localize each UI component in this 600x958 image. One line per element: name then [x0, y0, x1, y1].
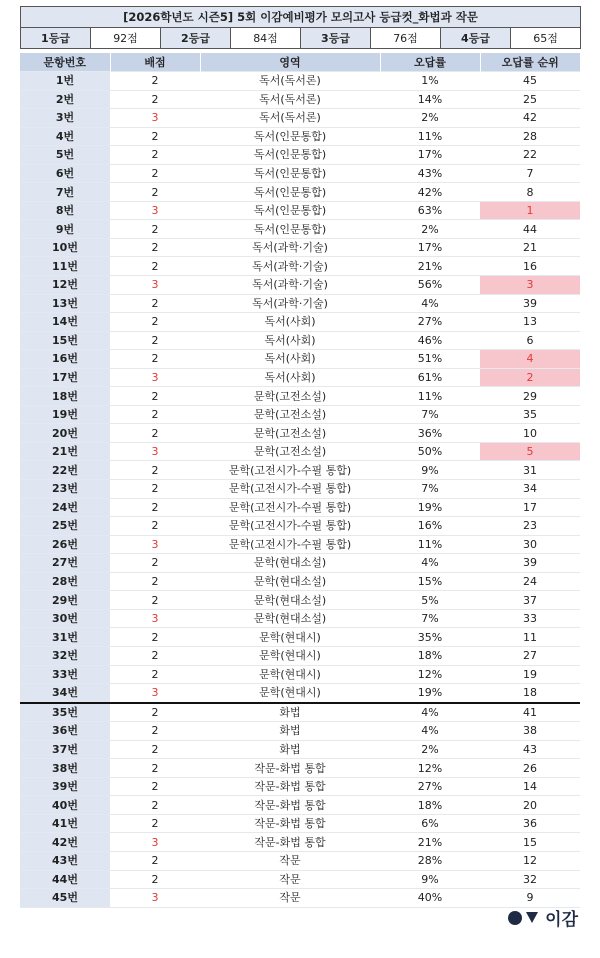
question-number-cell: 18번 — [20, 387, 110, 406]
points-cell: 2 — [151, 724, 159, 738]
error-rate-cell: 12% — [417, 761, 443, 775]
points-cell: 2 — [151, 333, 159, 347]
error-rate-cell: 27% — [417, 780, 443, 794]
area-cell: 독서(과학·기술) — [252, 278, 328, 292]
question-number-cell: 24번 — [20, 498, 110, 517]
question-number-cell: 45번 — [20, 889, 110, 908]
question-number-cell: 40번 — [20, 796, 110, 815]
area-cell: 문학(고전소설) — [253, 389, 327, 403]
table-row — [20, 628, 580, 647]
table-row — [20, 238, 580, 257]
error-rate-cell: 35% — [417, 630, 443, 644]
area-cell: 독서(사회) — [264, 315, 316, 329]
table-row — [20, 276, 580, 295]
points-cell: 3 — [151, 612, 159, 626]
error-rate-cell: 4% — [421, 705, 439, 719]
area-cell: 문학(고전시가-수필 통합) — [228, 482, 352, 496]
question-number-cell: 43번 — [20, 851, 110, 870]
question-number-cell: 29번 — [20, 591, 110, 610]
area-cell: 작문-화법 통합 — [254, 780, 326, 794]
error-rank-cell: 5 — [480, 442, 580, 461]
question-number-cell: 12번 — [20, 276, 110, 295]
area-cell: 문학(현대시) — [259, 667, 321, 681]
error-rate-cell: 56% — [417, 278, 443, 292]
question-number-cell: 14번 — [20, 313, 110, 332]
area-cell: 독서(과학·기술) — [252, 296, 328, 310]
area-cell: 문학(현대소설) — [253, 556, 327, 570]
error-rate-cell: 21% — [417, 259, 443, 273]
error-rank-cell: 12 — [523, 854, 537, 868]
points-cell: 3 — [151, 891, 159, 905]
points-cell: 3 — [151, 371, 159, 385]
error-rate-cell: 36% — [417, 426, 443, 440]
question-number-cell: 44번 — [20, 870, 110, 889]
table-row — [20, 442, 580, 461]
error-rank-cell: 33 — [523, 612, 537, 626]
error-rank-cell: 30 — [523, 537, 537, 551]
grade-4-score: 65점 — [511, 28, 581, 49]
error-rate-cell: 9% — [421, 463, 439, 477]
error-rate-cell: 2% — [421, 222, 439, 236]
question-table — [20, 53, 580, 908]
error-rank-cell: 28 — [523, 129, 537, 143]
error-rank-cell: 38 — [523, 724, 537, 738]
error-rank-cell: 14 — [523, 780, 537, 794]
question-number-cell: 28번 — [20, 572, 110, 591]
area-cell: 문학(고전시가-수필 통합) — [228, 500, 352, 514]
points-cell: 2 — [151, 259, 159, 273]
table-row — [20, 684, 580, 703]
question-number-cell: 30번 — [20, 609, 110, 628]
table-row — [20, 424, 580, 443]
table-body — [20, 72, 580, 908]
area-cell: 화법 — [279, 742, 301, 756]
area-cell: 문학(현대소설) — [253, 593, 327, 607]
error-rate-cell: 16% — [417, 519, 443, 533]
header-error-rank: 오답률 순위 — [480, 53, 580, 72]
points-cell: 2 — [151, 389, 159, 403]
error-rank-cell: 24 — [523, 575, 537, 589]
area-cell: 독서(독서론) — [259, 111, 321, 125]
error-rank-cell: 27 — [523, 649, 537, 663]
error-rate-cell: 21% — [417, 835, 443, 849]
area-cell: 문학(고전시가-수필 통합) — [228, 519, 352, 533]
error-rate-cell: 7% — [421, 408, 439, 422]
area-cell: 독서(인문통합) — [253, 148, 327, 162]
question-number-cell: 22번 — [20, 461, 110, 480]
table-row — [20, 777, 580, 796]
error-rate-cell: 50% — [417, 445, 443, 459]
table-row — [20, 313, 580, 332]
error-rate-cell: 6% — [421, 817, 439, 831]
points-cell: 3 — [151, 204, 159, 218]
area-cell: 독서(과학·기술) — [252, 259, 328, 273]
error-rank-cell: 45 — [523, 74, 537, 88]
points-cell: 2 — [151, 780, 159, 794]
table-row — [20, 461, 580, 480]
table-row — [20, 480, 580, 499]
error-rate-cell: 4% — [421, 556, 439, 570]
area-cell: 독서(독서론) — [259, 74, 321, 88]
area-cell: 문학(고전시가-수필 통합) — [228, 537, 352, 551]
table-row — [20, 331, 580, 350]
table-row — [20, 740, 580, 759]
error-rate-cell: 12% — [417, 667, 443, 681]
points-cell: 3 — [151, 111, 159, 125]
error-rank-cell: 10 — [523, 426, 537, 440]
error-rank-cell: 4 — [480, 350, 580, 369]
points-cell: 2 — [151, 92, 159, 106]
table-row — [20, 851, 580, 870]
error-rate-cell: 2% — [421, 111, 439, 125]
area-cell: 독서(과학·기술) — [252, 241, 328, 255]
area-cell: 문학(고전소설) — [253, 426, 327, 440]
area-cell: 독서(사회) — [264, 333, 316, 347]
error-rate-cell: 19% — [417, 500, 443, 514]
points-cell: 2 — [151, 352, 159, 366]
table-row — [20, 405, 580, 424]
error-rate-cell: 11% — [417, 389, 443, 403]
question-number-cell: 20번 — [20, 424, 110, 443]
error-rate-cell: 40% — [417, 891, 443, 905]
error-rank-cell: 23 — [523, 519, 537, 533]
table-row — [20, 722, 580, 741]
points-cell: 2 — [151, 74, 159, 88]
table-row — [20, 72, 580, 91]
area-cell: 문학(현대시) — [259, 649, 321, 663]
error-rate-cell: 5% — [421, 593, 439, 607]
logo-triangle-icon — [526, 912, 538, 923]
error-rank-cell: 1 — [480, 201, 580, 220]
grade-3-label: 3등급 — [301, 28, 371, 49]
table-row — [20, 833, 580, 852]
area-cell: 독서(인문통합) — [253, 222, 327, 236]
table-row — [20, 294, 580, 313]
error-rank-cell: 3 — [480, 276, 580, 295]
error-rank-cell: 44 — [523, 222, 537, 236]
area-cell: 화법 — [279, 724, 301, 738]
table-row — [20, 257, 580, 276]
question-number-cell: 2번 — [20, 90, 110, 109]
error-rate-cell: 28% — [417, 854, 443, 868]
points-cell: 2 — [151, 315, 159, 329]
points-cell: 2 — [151, 854, 159, 868]
error-rank-cell: 42 — [523, 111, 537, 125]
title-table — [20, 6, 581, 49]
question-number-cell: 42번 — [20, 833, 110, 852]
table-row — [20, 201, 580, 220]
points-cell: 2 — [151, 222, 159, 236]
question-number-cell: 11번 — [20, 257, 110, 276]
points-cell: 3 — [151, 537, 159, 551]
table-row — [20, 889, 580, 908]
error-rank-cell: 7 — [526, 167, 534, 180]
question-number-cell: 31번 — [20, 628, 110, 647]
points-cell: 2 — [151, 241, 159, 255]
error-rate-cell: 46% — [417, 333, 443, 347]
points-cell: 2 — [151, 798, 159, 812]
table-row — [20, 703, 580, 722]
question-number-cell: 41번 — [20, 814, 110, 833]
brand-logo — [508, 905, 578, 930]
points-cell: 2 — [151, 575, 159, 589]
points-cell: 3 — [151, 278, 159, 292]
table-row — [20, 498, 580, 517]
table-row — [20, 350, 580, 369]
points-cell: 2 — [151, 296, 159, 310]
grade-1-label: 1등급 — [21, 28, 91, 49]
question-number-cell: 32번 — [20, 646, 110, 665]
points-cell: 2 — [151, 667, 159, 681]
error-rank-cell: 18 — [523, 686, 537, 700]
table-row — [20, 870, 580, 889]
question-number-cell: 37번 — [20, 740, 110, 759]
question-number-cell: 19번 — [20, 405, 110, 424]
error-rate-cell: 1% — [421, 74, 439, 88]
error-rank-cell: 16 — [523, 259, 537, 273]
area-cell: 작문 — [279, 891, 301, 905]
logo-text: 이감 — [545, 910, 578, 930]
table-header-row — [20, 53, 580, 72]
area-cell: 화법 — [279, 705, 301, 719]
error-rate-cell: 19% — [417, 686, 443, 700]
error-rank-cell: 35 — [523, 408, 537, 422]
question-number-cell: 8번 — [20, 201, 110, 220]
error-rank-cell: 36 — [523, 817, 537, 831]
error-rank-cell: 17 — [523, 500, 537, 514]
points-cell: 2 — [151, 705, 159, 719]
points-cell: 2 — [151, 148, 159, 162]
question-number-cell: 25번 — [20, 517, 110, 536]
area-cell: 독서(독서론) — [259, 92, 321, 106]
question-number-cell: 7번 — [20, 183, 110, 202]
error-rank-cell: 22 — [523, 148, 537, 162]
error-rate-cell: 7% — [421, 482, 439, 496]
area-cell: 문학(고전시가-수필 통합) — [228, 463, 352, 477]
points-cell: 2 — [151, 742, 159, 756]
error-rank-cell: 32 — [523, 872, 537, 886]
sheet-title: [2026학년도 시즌5] 5회 이감예비평가 모의고사 등급컷_화법과 작문 — [21, 7, 581, 28]
error-rate-cell: 63% — [417, 204, 443, 218]
points-cell: 2 — [151, 185, 159, 199]
error-rate-cell: 18% — [417, 798, 443, 812]
error-rate-cell: 2% — [421, 742, 439, 756]
area-cell: 문학(고전소설) — [253, 445, 327, 459]
error-rate-cell: 18% — [417, 649, 443, 663]
header-points: 배점 — [110, 53, 200, 72]
points-cell: 3 — [151, 445, 159, 459]
header-question-no: 문항번호 — [20, 53, 110, 72]
question-number-cell: 35번 — [20, 703, 110, 722]
table-row — [20, 814, 580, 833]
question-number-cell: 3번 — [20, 109, 110, 128]
error-rate-cell: 17% — [417, 148, 443, 162]
area-cell: 독서(사회) — [264, 371, 316, 385]
points-cell: 2 — [151, 593, 159, 607]
area-cell: 작문-화법 통합 — [254, 817, 326, 831]
points-cell: 2 — [151, 649, 159, 663]
error-rate-cell: 4% — [421, 296, 439, 310]
grade-1-score: 92점 — [91, 28, 161, 49]
question-number-cell: 17번 — [20, 368, 110, 387]
grade-cut-row — [21, 28, 581, 49]
error-rate-cell: 27% — [417, 315, 443, 329]
error-rate-cell: 9% — [421, 872, 439, 886]
points-cell: 2 — [151, 500, 159, 514]
question-number-cell: 13번 — [20, 294, 110, 313]
points-cell: 2 — [151, 519, 159, 533]
error-rank-cell: 43 — [523, 742, 537, 756]
error-rate-cell: 42% — [417, 185, 443, 199]
question-number-cell: 38번 — [20, 759, 110, 778]
error-rank-cell: 41 — [523, 705, 537, 719]
table-row — [20, 796, 580, 815]
question-number-cell: 15번 — [20, 331, 110, 350]
question-number-cell: 16번 — [20, 350, 110, 369]
error-rank-cell: 11 — [523, 630, 537, 644]
table-row — [20, 554, 580, 573]
error-rate-cell: 7% — [421, 612, 439, 626]
table-row — [20, 535, 580, 554]
points-cell: 2 — [151, 817, 159, 831]
area-cell: 문학(현대소설) — [253, 612, 327, 626]
error-rate-cell: 15% — [417, 575, 443, 589]
error-rank-cell: 31 — [523, 463, 537, 477]
grade-4-label: 4등급 — [441, 28, 511, 49]
area-cell: 문학(고전소설) — [253, 408, 327, 422]
area-cell: 작문-화법 통합 — [254, 798, 326, 812]
table-row — [20, 517, 580, 536]
question-number-cell: 27번 — [20, 554, 110, 573]
points-cell: 2 — [151, 129, 159, 143]
error-rate-cell: 17% — [417, 241, 443, 255]
error-rank-cell: 15 — [523, 835, 537, 849]
error-rank-cell: 39 — [523, 556, 537, 570]
area-cell: 문학(현대시) — [259, 686, 321, 700]
error-rank-cell: 2 — [480, 368, 580, 387]
points-cell: 3 — [151, 835, 159, 849]
error-rate-cell: 14% — [417, 92, 443, 106]
question-number-cell: 21번 — [20, 442, 110, 461]
area-cell: 독서(사회) — [264, 352, 316, 366]
points-cell: 2 — [151, 167, 159, 180]
table-row — [20, 609, 580, 628]
table-row — [20, 127, 580, 146]
error-rate-cell: 4% — [421, 724, 439, 738]
area-cell: 작문 — [279, 872, 301, 886]
question-number-cell: 5번 — [20, 146, 110, 165]
area-cell: 작문 — [279, 854, 301, 868]
table-row — [20, 220, 580, 239]
table-row — [20, 368, 580, 387]
question-number-cell: 9번 — [20, 220, 110, 239]
table-row — [20, 146, 580, 165]
area-cell: 문학(현대소설) — [253, 575, 327, 589]
error-rank-cell: 37 — [523, 593, 537, 607]
points-cell: 2 — [151, 630, 159, 644]
error-rank-cell: 13 — [523, 315, 537, 329]
points-cell: 2 — [151, 463, 159, 477]
points-cell: 3 — [151, 686, 159, 700]
points-cell: 2 — [151, 872, 159, 886]
error-rank-cell: 26 — [523, 761, 537, 775]
question-number-cell: 4번 — [20, 127, 110, 146]
grade-2-score: 84점 — [231, 28, 301, 49]
points-cell: 2 — [151, 482, 159, 496]
error-rank-cell: 25 — [523, 92, 537, 106]
question-number-cell: 23번 — [20, 480, 110, 499]
error-rate-cell: 11% — [417, 129, 443, 143]
question-number-cell: 6번 — [20, 164, 110, 183]
area-cell: 문학(현대시) — [259, 630, 321, 644]
table-row — [20, 164, 580, 183]
table-row — [20, 572, 580, 591]
points-cell: 2 — [151, 761, 159, 775]
error-rate-cell: 51% — [417, 352, 443, 366]
question-number-cell: 36번 — [20, 722, 110, 741]
error-rank-cell: 8 — [526, 185, 534, 199]
table-row — [20, 90, 580, 109]
error-rate-cell: 61% — [417, 371, 443, 385]
area-cell: 독서(인문통합) — [253, 129, 327, 143]
error-rank-cell: 6 — [526, 333, 534, 347]
points-cell: 2 — [151, 556, 159, 570]
grade-3-score: 76점 — [371, 28, 441, 49]
table-row — [20, 759, 580, 778]
table-row — [20, 646, 580, 665]
area-cell: 독서(인문통합) — [253, 167, 327, 180]
error-rank-cell: 34 — [523, 482, 537, 496]
table-row — [20, 109, 580, 128]
area-cell: 작문-화법 통합 — [254, 761, 326, 775]
question-number-cell: 26번 — [20, 535, 110, 554]
error-rank-cell: 39 — [523, 296, 537, 310]
table-row — [20, 591, 580, 610]
area-cell: 작문-화법 통합 — [254, 835, 326, 849]
table-row — [20, 665, 580, 684]
error-rank-cell: 29 — [523, 389, 537, 403]
error-rate-cell: 11% — [417, 537, 443, 551]
question-number-cell: 39번 — [20, 777, 110, 796]
points-cell: 2 — [151, 426, 159, 440]
error-rank-cell: 21 — [523, 241, 537, 255]
error-rank-cell: 20 — [523, 798, 537, 812]
error-rate-cell: 43% — [417, 167, 443, 180]
points-cell: 2 — [151, 408, 159, 422]
igam-logo-icon — [508, 911, 522, 925]
header-error-rate: 오답률 — [380, 53, 480, 72]
grade-cut-sheet — [20, 6, 580, 908]
grade-2-label: 2등급 — [161, 28, 231, 49]
table-row — [20, 387, 580, 406]
error-rank-cell: 9 — [526, 891, 534, 905]
question-number-cell: 33번 — [20, 665, 110, 684]
question-number-cell: 10번 — [20, 238, 110, 257]
header-area: 영역 — [200, 53, 380, 72]
question-number-cell: 1번 — [20, 72, 110, 91]
question-number-cell: 34번 — [20, 684, 110, 703]
error-rank-cell: 19 — [523, 667, 537, 681]
area-cell: 독서(인문통합) — [253, 185, 327, 199]
area-cell: 독서(인문통합) — [253, 204, 327, 218]
table-row — [20, 183, 580, 202]
